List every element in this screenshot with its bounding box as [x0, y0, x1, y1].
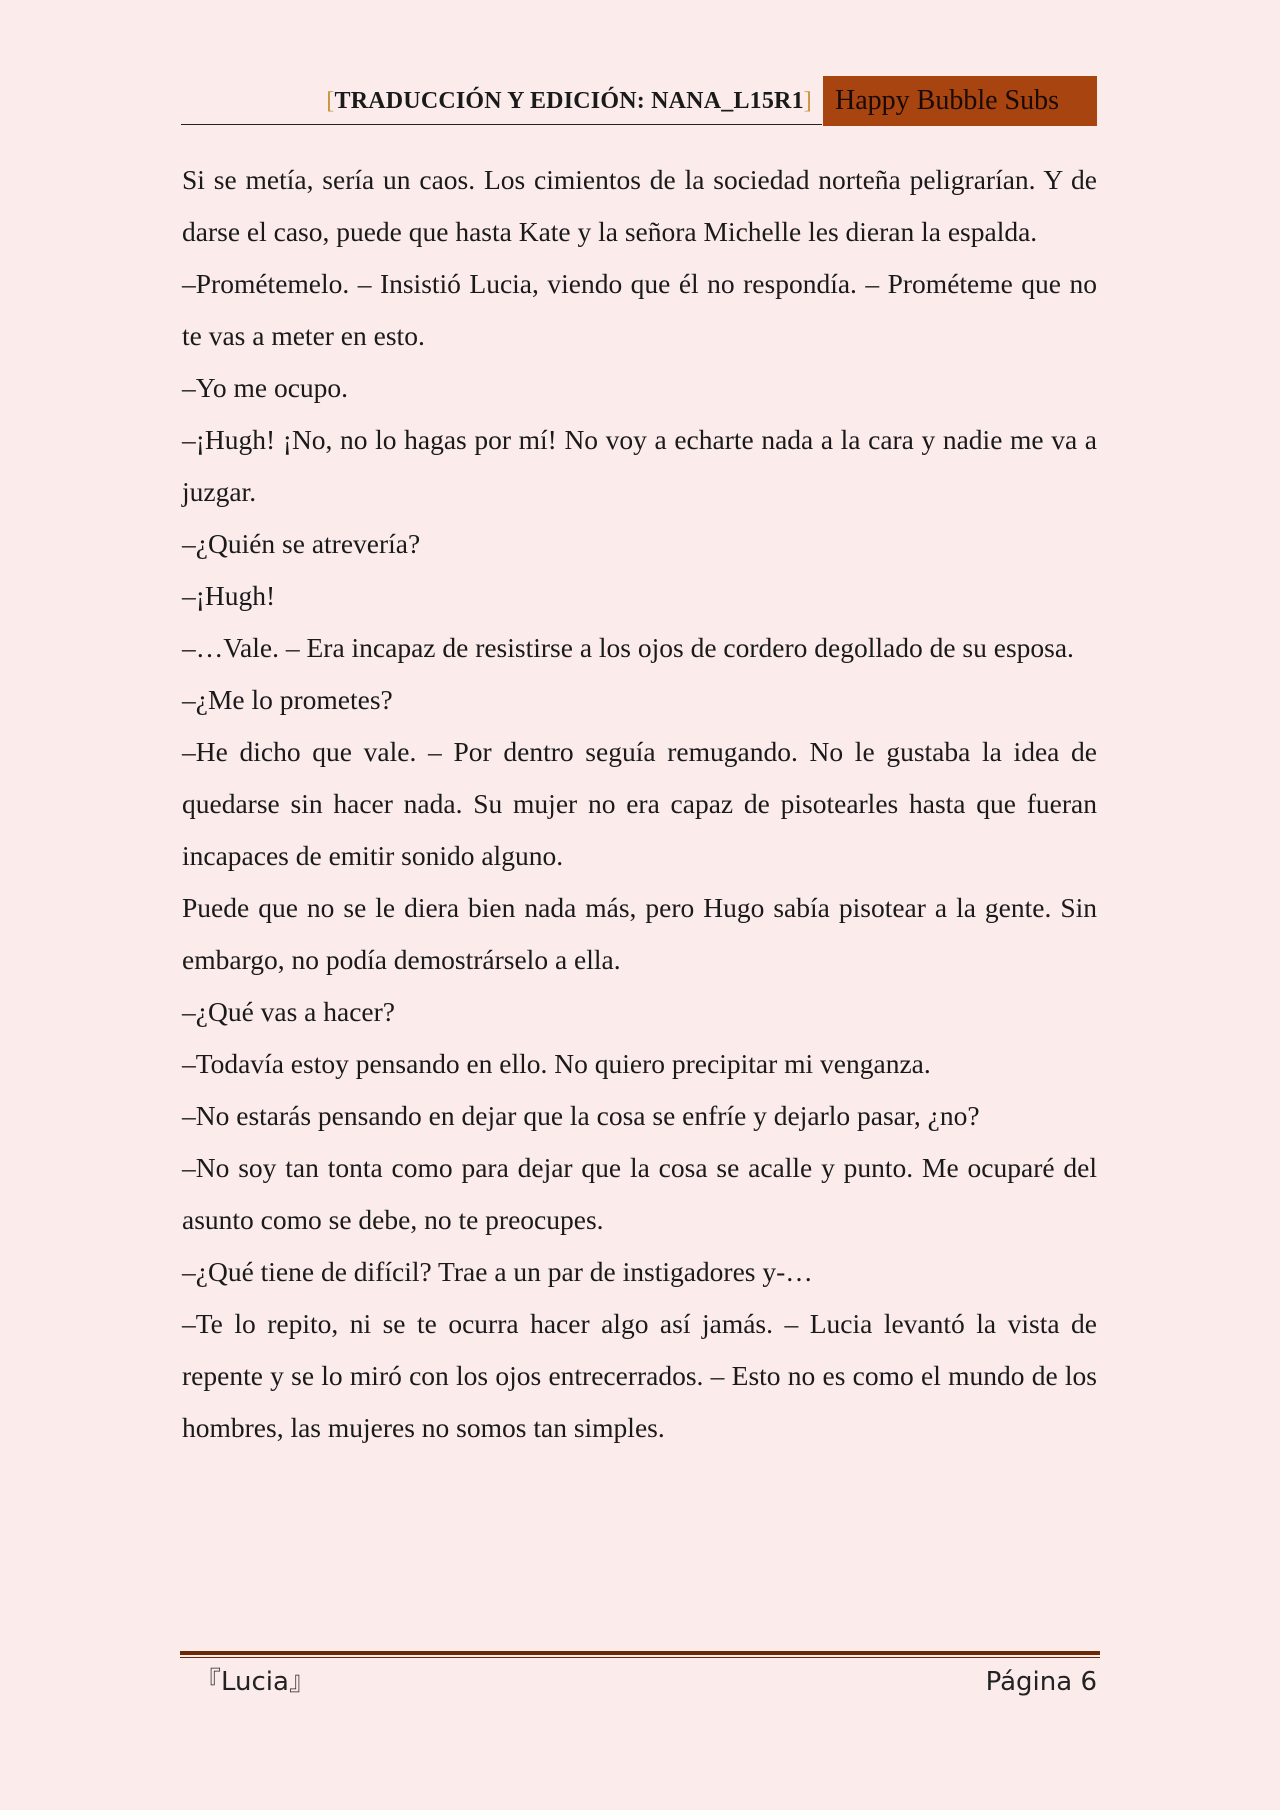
- footer-page-number: Página 6: [985, 1667, 1097, 1697]
- paragraph: –…Vale. – Era incapaz de resistirse a los ojos de cordero degollado de su esposa.: [182, 632, 1074, 663]
- paragraph: –Te lo repito, ni se te ocurra hacer algo así jamás. – Lucia levantó la vista de repente y se lo miró con los ojos entrecerrados. – Esto no es como el mundo de los hombres, las mujeres no somos tan simples.: [182, 1308, 1097, 1443]
- page-header: [181, 76, 1097, 126]
- paragraph: –He dicho que vale. – Por dentro seguía remugando. No le gustaba la idea de quedarse sin hacer nada. Su mujer no era capaz de pisotearles hasta que fueran incapaces de emitir sonido alguno.: [182, 736, 1097, 871]
- credit-bracket-open: [: [326, 88, 335, 114]
- paragraph: –No estarás pensando en dejar que la cosa se enfríe y dejarlo pasar, ¿no?: [182, 1100, 980, 1131]
- footer-rule: [180, 1651, 1100, 1655]
- paragraph: –Prométemelo. – Insistió Lucia, viendo que él no respondía. – Prométeme que no te vas a meter en esto.: [182, 268, 1097, 351]
- paragraph: –¡Hugh! ¡No, no lo hagas por mí! No voy a echarte nada a la cara y nadie me va a juzgar.: [182, 424, 1097, 507]
- footer-rule-thin: [180, 1657, 1100, 1658]
- paragraph: –¿Qué vas a hacer?: [182, 996, 395, 1027]
- paragraph: Puede que no se le diera bien nada más, pero Hugo sabía pisotear a la gente. Sin embargo, no podía demostrárselo a ella.: [182, 892, 1097, 975]
- paragraph: –¿Me lo prometes?: [182, 684, 393, 715]
- group-name-badge: Happy Bubble Subs: [823, 76, 1097, 126]
- page-body: [182, 154, 1097, 1454]
- paragraph: –Yo me ocupo.: [182, 372, 349, 403]
- paragraph: –¿Quién se atrevería?: [182, 528, 421, 559]
- footer-book-title: 『Lucia』: [195, 1667, 315, 1697]
- paragraph: –¡Hugh!: [182, 580, 276, 611]
- paragraph: Si se metía, sería un caos. Los cimientos de la sociedad norteña peligrarían. Y de darse el caso, puede que hasta Kate y la señora Michelle les dieran la espalda.: [182, 164, 1097, 247]
- paragraph: –Todavía estoy pensando en ello. No quiero precipitar mi venganza.: [182, 1048, 931, 1079]
- paragraph: –No soy tan tonta como para dejar que la cosa se acalle y punto. Me ocuparé del asunto como se debe, no te preocupes.: [182, 1152, 1097, 1235]
- credit-text: TRADUCCIÓN Y EDICIÓN: NANA_L15R1: [334, 88, 804, 114]
- credit-bracket-close: ]: [803, 88, 812, 114]
- paragraph: –¿Qué tiene de difícil? Trae a un par de instigadores y-…: [182, 1256, 813, 1287]
- translation-credit: [181, 76, 822, 125]
